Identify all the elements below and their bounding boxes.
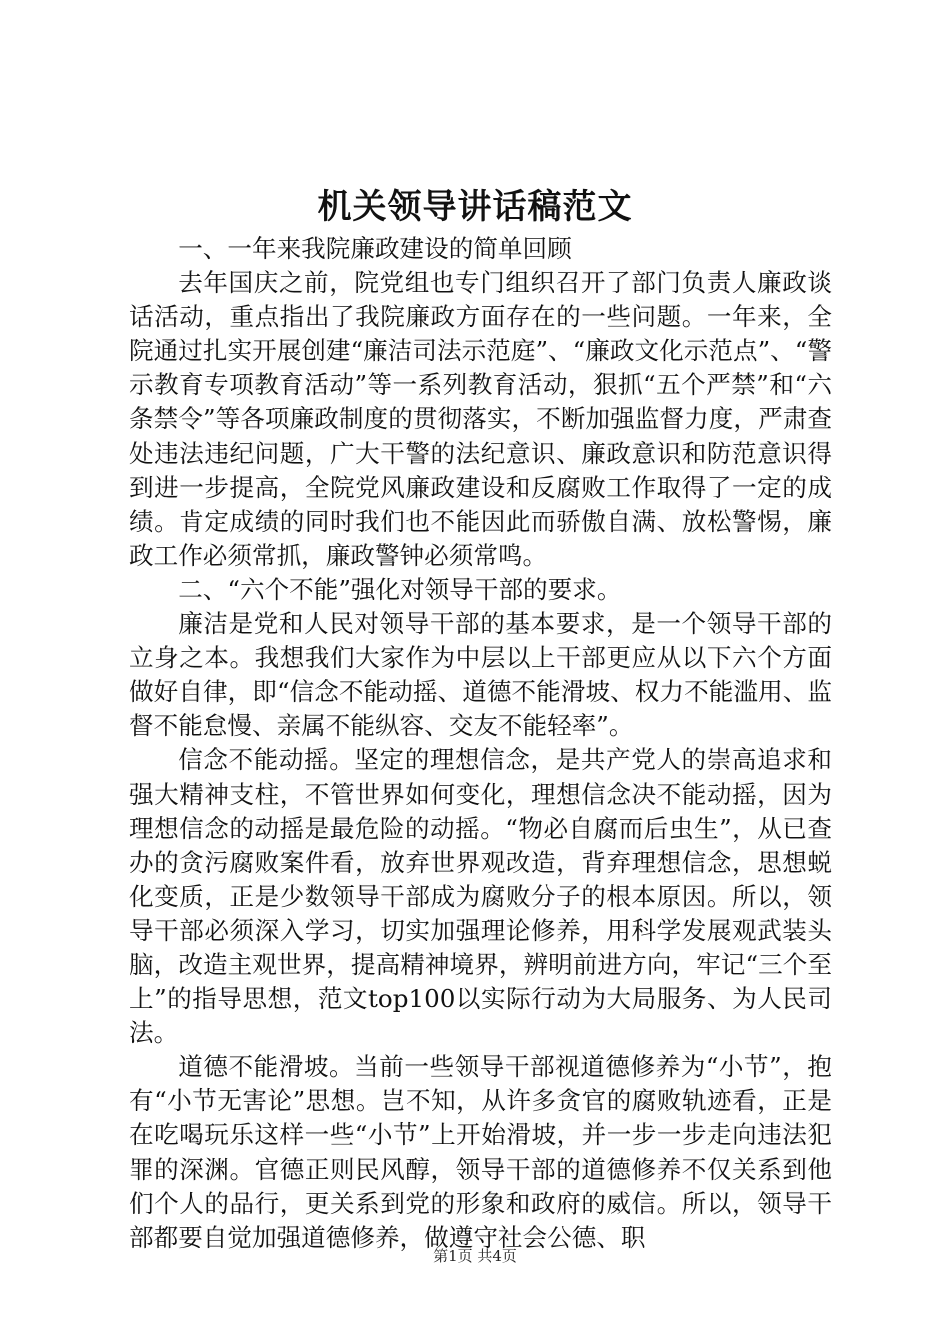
document-title: 机关领导讲话稿范文 <box>317 187 633 227</box>
body-paragraph: 道德不能滑坡。当前一些领导干部视道德修养为“小节”，抱有“小节无害论”思想。岂不知，从许多贪官的腐败轨迹看，正是在吃喝玩乐这样一些“小节”上开始滑坡，并一步一步走向违法犯罪的深渊。官德正则民风醇，领导干部的道德修养不仅关系到他们个人的品行，更关系到党的形象和政府的威信。所以，领导干部都要自觉加强道德修养，做遵守社会公德、职 <box>129 1052 832 1252</box>
section-heading-2: 二、“六个不能”强化对领导干部的要求。 <box>178 574 622 604</box>
body-paragraph: 信念不能动摇。坚定的理想信念，是共产党人的崇高追求和强大精神支柱，不管世界如何变化，理想信念决不能动摇，因为理想信念的动摇是最危险的动摇。“物必自腐而后虫生”，从已查办的贪污腐败案件看，放弃世界观改造，背弃理想信念，思想蜕化变质，正是少数领导干部成为腐败分子的根本原因。所以，领导干部必须深入学习，切实加强理论修养，用科学发展观武装头脑，改造主观世界，提高精神境界，辨明前进方向，牢记“三个至上”的指导思想，范文top100以实际行动为大局服务、为人民司法。 <box>129 745 832 1048</box>
body-paragraph: 去年国庆之前，院党组也专门组织召开了部门负责人廉政谈话活动，重点指出了我院廉政方面存在的一些问题。一年来，全院通过扎实开展创建“廉洁司法示范庭”、“廉政文化示范点”、“警示教育专项教育活动”等一系列教育活动，狠抓“五个严禁”和“六条禁令”等各项廉政制度的贯彻落实，不断加强监督力度，严肃查处违法违纪问题，广大干警的法纪意识、廉政意识和防范意识得到进一步提高，全院党风廉政建设和反腐败工作取得了一定的成绩。肯定成绩的同时我们也不能因此而骄傲自满、放松警惕，廉政工作必须常抓，廉政警钟必须常鸣。 <box>129 268 832 570</box>
page-number-footer: 第1页 共4页 <box>433 1247 517 1265</box>
body-paragraph: 廉洁是党和人民对领导干部的基本要求，是一个领导干部的立身之本。我想我们大家作为中层以上干部更应从以下六个方面做好自律，即“信念不能动摇、道德不能滑坡、权力不能滥用、监督不能怠慢、亲属不能纵容、交友不能轻率”。 <box>129 609 832 741</box>
section-heading-1: 一、一年来我院廉政建设的简单回顾 <box>178 234 572 263</box>
document-body <box>129 232 832 1255</box>
